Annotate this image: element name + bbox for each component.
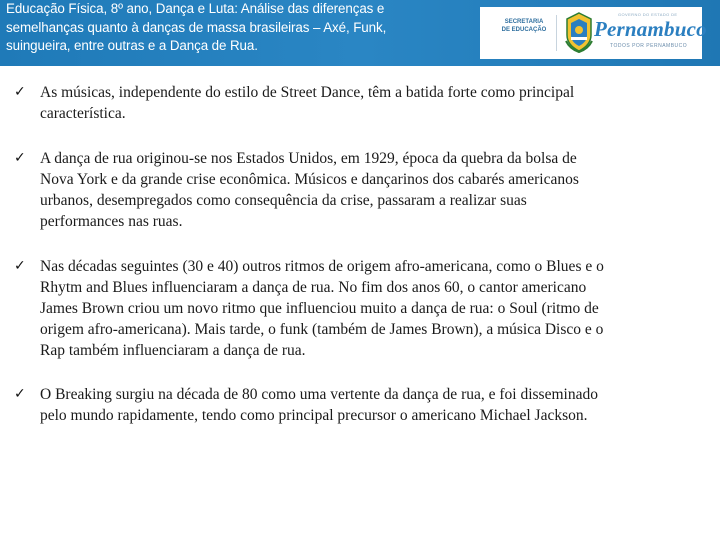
bullet-text — [40, 256, 710, 361]
checkmark-icon: ✓ — [14, 258, 26, 274]
bullet-text — [40, 384, 710, 426]
bullet-line: performances nas ruas. — [40, 213, 183, 230]
bullet-line: Nova York e da grande crise econômica. Músicos e dançarinos dos cabarés americanos — [40, 171, 579, 188]
state-crest-icon — [564, 11, 594, 53]
government-logo — [480, 7, 707, 59]
header-banner — [0, 0, 720, 66]
slide-title-line: suingueira, entre outras e a Dança de Rua. — [6, 38, 258, 54]
bullet-line: James Brown criou um novo ritmo que influenciou muito a dança de rua: o Soul (ritmo de — [40, 300, 599, 317]
secretaria-line: SECRETARIA — [504, 19, 544, 25]
bullet-line: característica. — [40, 105, 126, 122]
bullet-line: As músicas, independente do estilo de Street Dance, têm a batida forte como principal — [40, 84, 575, 101]
bullet-text — [40, 148, 710, 232]
bullet-line: urbanos, desempregados como consequência da crise, passaram a realizar suas — [40, 192, 527, 209]
slide-title — [6, 0, 426, 56]
checkmark-icon: ✓ — [14, 386, 26, 402]
logo-divider — [556, 15, 557, 51]
bullet-line: A dança de rua originou-se nos Estados Unidos, em 1929, época da quebra da bolsa de — [40, 150, 577, 167]
pernambuco-wordmark: Pernambuco — [594, 17, 707, 41]
bullet-line: Nas décadas seguintes (30 e 40) outros ritmos de origem afro-americana, como o Blues e o — [40, 258, 604, 275]
bullet-text — [40, 82, 710, 124]
slide-title-line: Educação Física, 8º ano, Dança e Luta: Análise das diferenças e — [6, 1, 385, 16]
bullet-line: Rhytm and Blues influenciaram a dança de rua. No fim dos anos 60, o cantor americano — [40, 279, 587, 296]
state-prefix-label: GOVERNO DO ESTADO DE — [618, 12, 678, 17]
checkmark-icon: ✓ — [14, 150, 26, 166]
bullet-line: Rap também influenciaram a dança de rua. — [40, 342, 306, 359]
slide-title-line: semelhanças quanto à danças de massa brasileiras – Axé, Funk, — [6, 19, 387, 35]
bullet-line: origem afro-americana). Mais tarde, o funk (também de James Brown), a música Disco e o — [40, 321, 604, 338]
checkmark-icon: ✓ — [14, 84, 26, 100]
bullet-line: O Breaking surgiu na década de 80 como uma vertente da dança de rua, e foi disseminado — [40, 386, 598, 403]
state-tagline: TODOS POR PERNAMBUCO — [610, 43, 688, 49]
secretaria-educacao-label — [496, 18, 552, 34]
educacao-line: DE EDUCAÇÃO — [501, 27, 547, 33]
bullet-line: pelo mundo rapidamente, tendo como principal precursor o americano Michael Jackson. — [40, 407, 588, 424]
